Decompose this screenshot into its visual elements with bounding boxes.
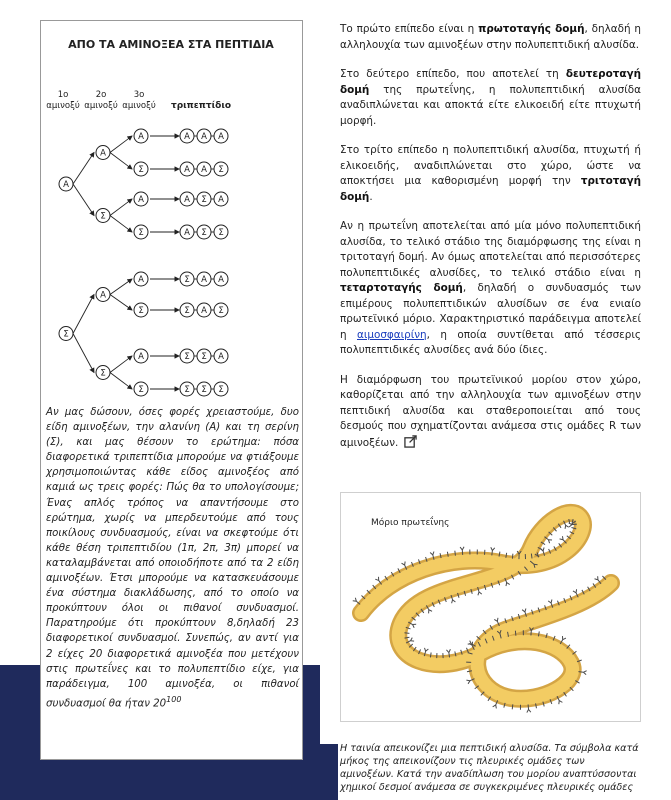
side-chain-mark — [404, 633, 409, 634]
paragraph-conformation: Η διαμόρφωση του πρωτεϊνικού μορίου στον χώρο, καθορίζεται από την αλληλουχία των αμινοξέων στην πεπτιδική αλυσίδα και σταθεροποιείται από τους δεσμούς που σχηματίζονται ανάμεσα στις ομάδες R των αμινοξέων. — [340, 373, 641, 449]
tripeptide-residue — [197, 272, 211, 286]
side-chain-mark — [455, 551, 456, 556]
side-chain-branch — [493, 705, 497, 709]
amino-node-level3 — [134, 192, 148, 206]
svg-text:Σ: Σ — [218, 228, 224, 239]
tripeptide-residue — [197, 303, 211, 317]
col2-label-sub: αμινοξύ — [84, 101, 118, 111]
col1-label: 1ο — [57, 90, 69, 100]
amino-node-level3 — [134, 382, 148, 396]
tree-branch — [73, 334, 94, 373]
amino-node-level2 — [96, 288, 110, 302]
svg-text:Σ: Σ — [184, 275, 190, 286]
col3-label-sub: αμινοξύ — [122, 101, 156, 111]
svg-text:Σ: Σ — [184, 352, 190, 363]
svg-text:Σ: Σ — [138, 165, 144, 176]
svg-text:Α: Α — [201, 306, 207, 317]
term-tertiary-structure: τριτοταγή δομή — [340, 175, 641, 203]
paragraph-quaternary: Αν η πρωτεΐνη αποτελείται από μία μόνο πολυπεπτιδική αλυσίδα, το τελικό στάδιο της διαμόρφωσης της είναι η τριτοταγή δομή. Αν όμως αποτελείται από περισσότερες πολυπεπτιδικές αλυσίδες, το τελικό στάδιο είναι η τεταρτοταγής δομή, δηλαδή ο συνδυασμός των επιμέρους πολυπεπτιδικών αλυσίδων σε ένα ενιαίο πρωτεϊνικό μόριο. Χαρακτηριστικό παράδειγμα αποτελεί η αιμοσφαιρίνη, η οποία συντίθεται από τέσσερις πολυπεπτιδικές αλυσίδες ανά δύο ίδιες. — [340, 220, 641, 356]
svg-text:Σ: Σ — [218, 385, 224, 396]
external-link-icon[interactable] — [404, 435, 417, 448]
side-chain-branch — [478, 592, 482, 595]
svg-text:Α: Α — [201, 132, 207, 143]
side-chain-branch — [562, 636, 565, 640]
side-chain-branch — [565, 525, 569, 529]
svg-text:Σ: Σ — [218, 165, 224, 176]
side-chain-branch — [560, 536, 564, 540]
side-chain-branch — [429, 610, 432, 614]
svg-text:Α: Α — [218, 352, 224, 363]
tree-branch — [110, 373, 132, 390]
side-chain-branch — [413, 624, 417, 627]
side-chain-mark — [512, 704, 513, 709]
tripeptide-residue — [214, 192, 228, 206]
tree-branch — [110, 356, 132, 373]
tripeptide-residue — [214, 272, 228, 286]
col3-label: 3ο — [133, 90, 145, 100]
svg-text:Α: Α — [184, 132, 190, 143]
side-chain-branch — [411, 638, 415, 642]
svg-text:Σ: Σ — [138, 306, 144, 317]
tree-branch — [73, 153, 94, 185]
protein-molecule-figure — [340, 492, 641, 722]
amino-acid-diagram-panel — [40, 20, 303, 760]
amino-node-level3 — [134, 272, 148, 286]
side-chain-branch — [527, 709, 531, 712]
amino-node-level2 — [96, 366, 110, 380]
svg-text:Σ: Σ — [201, 352, 207, 363]
col1-label-sub: αμινοξύ — [46, 101, 80, 111]
tree-branch — [110, 136, 132, 153]
tripeptide-residue — [180, 349, 194, 363]
tripeptide-residue — [180, 303, 194, 317]
svg-text:Α: Α — [138, 352, 144, 363]
side-chain-branch — [491, 547, 495, 550]
tripeptide-residue — [180, 162, 194, 176]
amino-node-level3 — [134, 349, 148, 363]
side-chain-branch — [402, 562, 406, 566]
amino-node-level3 — [134, 129, 148, 143]
side-chain-branch — [375, 577, 378, 581]
tripeptide-residue — [197, 225, 211, 239]
side-chain-branch — [494, 618, 498, 622]
tripeptide-residue — [180, 382, 194, 396]
tree-branch — [110, 216, 132, 233]
svg-text:Σ: Σ — [138, 385, 144, 396]
col4-label: τριπεπτίδιο — [170, 101, 232, 111]
svg-text:Α: Α — [218, 195, 224, 206]
svg-text:Σ: Σ — [100, 368, 106, 379]
svg-text:Σ: Σ — [201, 385, 207, 396]
amino-node-level3 — [134, 303, 148, 317]
side-chain-branch — [559, 701, 563, 705]
tripeptide-residue — [214, 225, 228, 239]
paragraph-secondary: Στο δεύτερο επίπεδο, που αποτελεί τη δευτεροταγή δομή της πρωτεΐνης, η πολυπεπτιδική αλυσίδα αναδιπλώνεται και αποκτά είτε ελικοειδή είτε πτυχωτή μορφή. — [340, 68, 641, 127]
svg-text:Α: Α — [100, 290, 106, 301]
tripeptide-residue — [197, 129, 211, 143]
svg-text:Α: Α — [138, 275, 144, 286]
tripeptide-residue — [180, 272, 194, 286]
protein-structure-text — [340, 22, 641, 465]
term-secondary-structure: δευτεροταγή δομή — [340, 68, 641, 96]
svg-text:Σ: Σ — [218, 306, 224, 317]
tripeptide-residue — [197, 162, 211, 176]
amino-node-level2 — [96, 146, 110, 160]
caption-exponent: 100 — [166, 694, 182, 704]
col2-label: 2ο — [95, 90, 107, 100]
tree-branch — [73, 184, 94, 216]
svg-text:Α: Α — [218, 132, 224, 143]
tripeptide-residue — [180, 129, 194, 143]
svg-text:Α: Α — [100, 148, 106, 159]
amino-node-level3 — [134, 225, 148, 239]
side-chain-branch — [460, 547, 464, 550]
tripeptide-residue — [180, 225, 194, 239]
amino-node-level1 — [59, 177, 73, 191]
side-chain-mark — [572, 524, 577, 525]
svg-text:Σ: Σ — [201, 228, 207, 239]
svg-text:Α: Α — [138, 195, 144, 206]
svg-text:Σ: Σ — [138, 228, 144, 239]
svg-text:Α: Α — [138, 132, 144, 143]
paragraph-tertiary: Στο τρίτο επίπεδο η πολυπεπτιδική αλυσίδα, πτυχωτή ή ελικοειδής, αναδιπλώνεται στο χώρο, ώστε να αποκτήσει μια καθορισμένη μορφή την τριτοταγή δομή. — [340, 144, 641, 203]
caption-text: Αν μας δώσουν, όσες φορές χρειαστούμε, δυο είδη αμινοξέων, την αλανίνη (Α) και τη σερίνη (Σ), και μας θέσουν το ερώτημα: πόσα διαφορετικά τριπεπτίδια μπορούμε να φτιάξουμε χρησιμοποιώντας κάθε είδος αμινοξέος από καμιά ως τρεις φορές: Πώς θα το υπολογίσουμε; Ένας απλός τρόπος να απαντήσουμε στο ερώτημα, χωρίς να μπερδευτούμε από τους ποικίλους συνδυασμούς, είναι να σκεφτούμε ότι κάθε θέση τριπεπτιδίου (1π, 2π, 3π) μπορεί να καταλαμβάνεται από οποιοδήποτε από τα 2 είδη αμινοξέων. Έτσι μπορούμε να κατασκευάσουμε ένα σύστημα διακλάδωσης, από το οποίο να προκύπτουν όλοι οι πιθανοί συνδυασμοί. Παρατηρούμε ότι προκύπτουν 8,δηλαδή 23 διαφορετικοί συνδυασμοί. Συνεπώς, αν αντί για 2 είχες 20 διαφορετικά αμινοξέα που μετέχουν στις πρωτεΐνες και το πολυπεπτίδιο είχε, για παράδειγμα, 100 αμινοξέα, οι πιθανοί συνδυασμοί θα ήταν 20 — [46, 407, 299, 710]
tripeptide-residue — [197, 192, 211, 206]
tripeptide-residue — [214, 382, 228, 396]
diagram-title: ΑΠΟ ΤΑ ΑΜΙΝΟΞΕΑ ΣΤΑ ΠΕΠΤΙΔΙΑ — [68, 38, 274, 51]
side-chain-branch — [430, 552, 434, 555]
side-chain-branch — [548, 540, 552, 543]
side-chain-branch — [466, 680, 470, 684]
decorative-navy-strip — [320, 744, 338, 800]
side-chain-branch — [595, 576, 598, 580]
side-chain-branch — [506, 583, 510, 587]
svg-text:Σ: Σ — [63, 329, 69, 340]
tripeptide-residue — [197, 382, 211, 396]
paragraph-primary: Το πρώτο επίπεδο είναι η πρωτοταγής δομή, δηλαδή η αλληλουχία των αμινοξέων στην πολυπεπτιδική αλυσίδα. — [340, 23, 641, 51]
tree-branch — [73, 295, 94, 334]
side-chain-mark — [578, 672, 583, 673]
side-chain-branch — [548, 600, 552, 604]
svg-text:Σ: Σ — [100, 211, 106, 222]
protein-figure-caption: Η ταινία απεικονίζει μια πεπτιδική αλυσίδα. Τα σύμβολα κατά μήκος της απεικονίζουν τις πλευρικές ομάδες των αμινοξέων. Κατά την αναδίπλωση του μορίου αναπτύσσονται χημικοί δεσμοί ανάμεσα σε συγκεκριμένες πλευρικές ομάδες — [340, 743, 639, 793]
svg-text:Α: Α — [63, 180, 69, 191]
peptide-combination-tree — [41, 21, 302, 401]
side-chain-mark — [492, 551, 493, 556]
protein-figure-title: Μόριο πρωτεΐνης — [371, 518, 450, 528]
amino-node-level3 — [134, 162, 148, 176]
svg-text:Α: Α — [201, 165, 207, 176]
side-chain-branch — [353, 598, 357, 601]
term-quaternary-structure: τεταρτοταγής δομή — [340, 282, 463, 294]
protein-ribbon-illustration — [341, 493, 640, 721]
side-chain-branch — [468, 641, 472, 644]
tripeptide-residue — [214, 162, 228, 176]
svg-text:Σ: Σ — [201, 195, 207, 206]
tree-branch — [110, 295, 132, 311]
tree-branch — [110, 199, 132, 216]
tripeptide-residue — [197, 349, 211, 363]
svg-text:Α: Α — [184, 195, 190, 206]
tripeptide-residue — [180, 192, 194, 206]
side-chain-branch — [452, 600, 456, 603]
side-chain-branch — [446, 649, 450, 652]
amino-node-level1 — [59, 327, 73, 341]
svg-text:Σ: Σ — [184, 385, 190, 396]
tree-branch — [110, 153, 132, 170]
amino-node-level2 — [96, 209, 110, 223]
hemoglobin-link[interactable]: αιμοσφαιρίνη — [357, 328, 427, 341]
side-chain-branch — [425, 648, 429, 651]
side-chain-branch — [522, 608, 526, 611]
tripeptide-explanation — [46, 405, 299, 711]
tree-branch — [110, 279, 132, 295]
term-primary-structure: πρωτοταγής δομή — [478, 23, 585, 35]
svg-text:Α: Α — [184, 165, 190, 176]
svg-text:Α: Α — [201, 275, 207, 286]
svg-text:Α: Α — [184, 228, 190, 239]
side-chain-mark — [531, 554, 532, 559]
tripeptide-residue — [214, 129, 228, 143]
svg-text:Σ: Σ — [184, 306, 190, 317]
side-chain-branch — [583, 671, 586, 675]
tripeptide-residue — [214, 303, 228, 317]
side-chain-mark — [449, 653, 450, 658]
svg-text:Α: Α — [218, 275, 224, 286]
tripeptide-residue — [214, 349, 228, 363]
side-chain-branch — [573, 589, 577, 593]
